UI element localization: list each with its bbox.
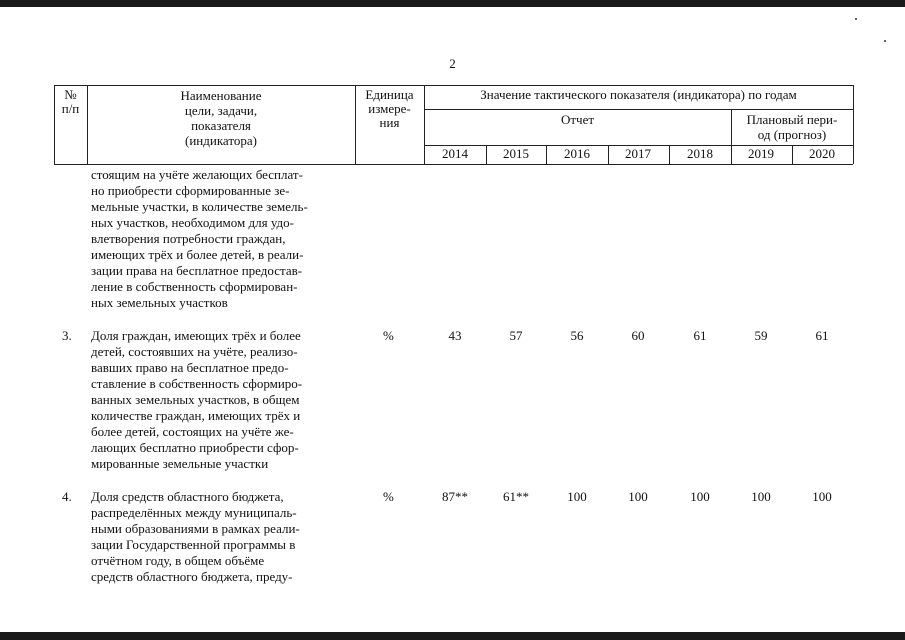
indicator-value: 60 (631, 328, 645, 343)
indicator-value: 100 (628, 489, 648, 504)
header-bottom-rule (54, 164, 853, 165)
scan-bottom-border (0, 632, 905, 640)
year-header: 2018 (687, 146, 713, 161)
col-border (853, 85, 854, 164)
indicator-value: 100 (690, 489, 710, 504)
indicator-unit: % (383, 489, 394, 504)
year-header: 2020 (809, 146, 835, 161)
indicator-value: 87** (442, 489, 468, 504)
indicator-description: Доля средств областного бюджета, распределённых между муниципаль- ными образованиями в рамках реали- зации Государственной программы в отчётном году, в общем объёме средств областного бюджета, преду- (91, 489, 300, 584)
year-header: 2016 (564, 146, 590, 161)
indicator-unit: % (383, 328, 394, 343)
indicator-value: 56 (570, 328, 584, 343)
values-header-rule (424, 109, 853, 110)
year-header: 2019 (748, 146, 774, 161)
page-number: 2 (449, 56, 456, 71)
indicator-value: 100 (567, 489, 587, 504)
year-header: 2015 (503, 146, 529, 161)
header-values: Значение тактического показателя (индикатора) по годам (480, 87, 797, 102)
header-name: Наименование цели, задачи, показателя (индикатора) (180, 88, 262, 148)
row-number: 3. (62, 328, 72, 343)
scan-top-border (0, 0, 905, 7)
indicator-value: 100 (751, 489, 771, 504)
indicator-value: 61 (815, 328, 829, 343)
indicator-description: Доля граждан, имеющих трёх и более детей, состоявших на учёте, реализо- вавших право на бесплатное предо- ставление в собственность сформиро- ванных земельных участков, в общем количестве граждан, имеющих трёх и более детей, состоящих на учёте же- лающих бесплатно приобрести сфор- мированные земельные участки (91, 328, 303, 471)
indicator-value: 57 (509, 328, 523, 343)
year-header: 2017 (625, 146, 651, 161)
indicator-value: 43 (448, 328, 462, 343)
indicator-description: стоящим на учёте желающих бесплат- но приобрести сформированные зе- мельные участки, в количестве земель- ных участков, необходимом для удо- влетворения потребности граждан, имеющих трёх и более детей, в реали- зации права на бесплатное предостав- ление в собственность сформирован- ных земельных участков (91, 167, 308, 310)
header-plan: Плановый пери- од (прогноз) (746, 112, 838, 142)
indicator-value: 61** (503, 489, 529, 504)
header-unit: Единица измере- ния (365, 87, 414, 130)
table-top-rule (54, 85, 853, 86)
row-number: 4. (62, 489, 72, 504)
header-report: Отчет (560, 112, 595, 127)
scan-speck (884, 40, 886, 42)
header-number: № п/п (61, 87, 80, 116)
indicator-value: 100 (812, 489, 832, 504)
indicator-value: 59 (754, 328, 768, 343)
year-header: 2014 (442, 146, 468, 161)
scan-speck (855, 18, 857, 20)
indicator-value: 61 (693, 328, 707, 343)
